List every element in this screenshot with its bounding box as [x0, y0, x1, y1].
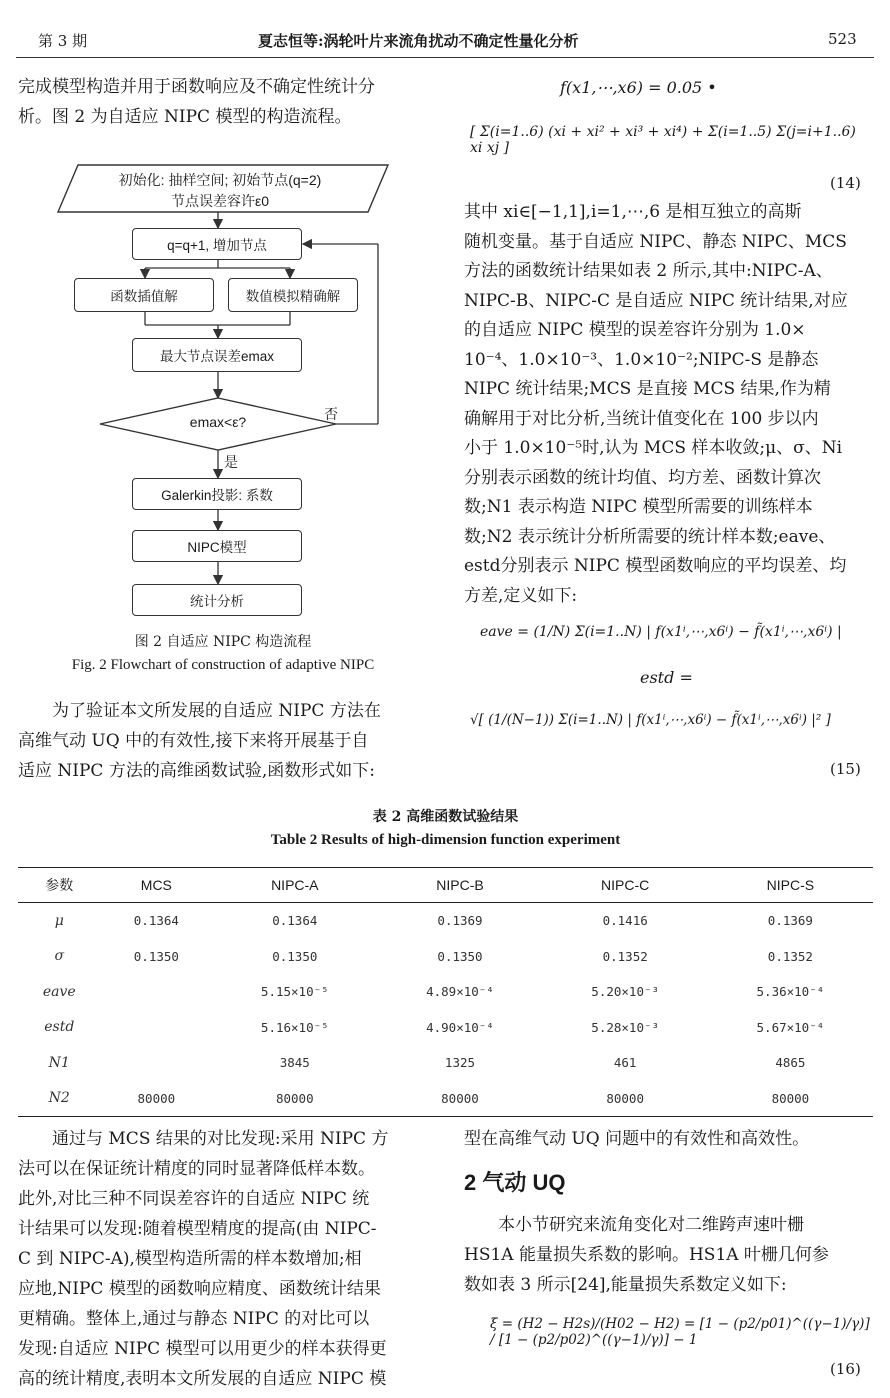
page-number: 523	[828, 30, 857, 48]
table-cell	[101, 974, 213, 1010]
decision-label: emax<ε?	[189, 414, 247, 430]
text-line: 随机变量。基于自适应 NIPC、静态 NIPC、MCS	[464, 231, 847, 252]
text-line: 分别表示函数的统计均值、均方差、函数计算次	[464, 467, 821, 488]
nipc-model-box: NIPC模型	[132, 530, 302, 562]
table-cell: 0.1350	[133, 948, 179, 964]
text-line: C 到 NIPC-A),模型构造所需的样本数增加;相	[18, 1249, 362, 1269]
text-line: 10⁻⁴、1.0×10⁻³、1.0×10⁻²;NIPC-S 是静态	[464, 349, 819, 370]
text-line: 的自适应 NIPC 模型的误差容许分别为 1.0×	[464, 320, 806, 340]
text-line: 计结果可以发现:随着模型精度的提高(由 NIPC-	[18, 1219, 377, 1239]
section-title: 2 气动 UQ	[464, 1170, 566, 1195]
eq16-number: (16)	[830, 1360, 861, 1378]
table-title-cn: 表 2 高维函数试验结果	[372, 809, 519, 825]
eq15-line3: √[ (1/(N−1)) Σ(i=1..N) | f(x1ⁱ,⋯,x6ⁱ) − f̃(x1ⁱ,⋯,x6ⁱ) |² ]	[470, 712, 831, 728]
running-title: 夏志恒等:涡轮叶片来流角扰动不确定性量化分析	[258, 32, 579, 50]
table-cell: 80000	[377, 1081, 542, 1117]
table-cell: 1325	[444, 1055, 476, 1071]
no-label: 否	[324, 406, 338, 422]
table-cell: 80000	[708, 1081, 873, 1117]
galerkin-box: Galerkin投影: 系数	[132, 478, 302, 510]
table-cell: 80000	[101, 1081, 213, 1117]
journal-issue: 第 3 期	[38, 32, 88, 50]
fig-caption-cn: 图 2 自适应 NIPC 构造流程	[134, 634, 312, 650]
table-row	[18, 1010, 873, 1046]
text-line: 小于 1.0×10⁻⁵时,认为 MCS 样本收敛;μ、σ、Ni	[464, 438, 843, 458]
text-line: 析。图 2 为自适应 NIPC 模型的构造流程。	[18, 107, 352, 127]
table-cell: 80000	[543, 1081, 708, 1117]
text-line: 本小节研究来流角变化对二维跨声速叶栅	[498, 1215, 804, 1235]
text-line: 更精确。整体上,通过与静态 NIPC 的对比可以	[18, 1309, 370, 1329]
header-rule	[16, 57, 874, 58]
table-cell: 0.1350	[272, 948, 318, 964]
text-line: 方法的函数统计结果如表 2 所示,其中:NIPC-A、	[464, 261, 833, 281]
text-line: 其中 xi∈[−1,1],i=1,⋯,6 是相互独立的高斯	[464, 202, 802, 222]
eq14-number: (14)	[830, 174, 861, 192]
text-line: 完成模型构造并用于函数响应及不确定性统计分	[18, 77, 375, 97]
table-row	[18, 974, 873, 1010]
table-row	[18, 903, 873, 939]
table-cell	[101, 1010, 213, 1046]
text-line: NIPC 统计结果;MCS 是直接 MCS 结果,作为精	[464, 379, 831, 399]
yes-label: 是	[224, 454, 238, 470]
eq15-number: (15)	[830, 760, 861, 778]
table-row	[18, 939, 873, 975]
col-header: NIPC-S	[708, 868, 873, 903]
results-table	[18, 867, 873, 1117]
col-header: NIPC-A	[212, 868, 377, 903]
fig-caption-en: Fig. 2 Flowchart of construction of adaptive NIPC	[71, 657, 375, 673]
right-para	[464, 198, 874, 611]
text-line: 发现:自适应 NIPC 模型可以用更少的样本获得更	[18, 1339, 387, 1359]
param-cell: N1	[48, 1054, 70, 1071]
table-cell: 80000	[212, 1081, 377, 1117]
table-cell: 0.1416	[602, 913, 648, 929]
table-title-en: Table 2 Results of high-dimension function experiment	[270, 832, 621, 848]
text-line: 数如表 3 所示[24],能量损失系数定义如下:	[464, 1275, 787, 1295]
max-err-box: 最大节点误差emax	[132, 338, 302, 372]
param-cell: eave	[42, 983, 76, 1000]
flowchart	[48, 160, 408, 620]
text-line: 数;N1 表示构造 NIPC 模型所需要的训练样本	[464, 497, 813, 517]
table-cell	[101, 1045, 213, 1081]
table-row	[18, 1081, 873, 1117]
table-cell: 461	[613, 1055, 637, 1071]
table-cell: 0.1352	[602, 948, 648, 964]
text-line: estd分别表示 NIPC 模型函数响应的平均误差、均	[464, 556, 847, 576]
interp-box: 函数插值解	[74, 278, 214, 312]
bottom-right-line	[464, 1124, 874, 1154]
table-cell: 0.1364	[272, 913, 318, 929]
table-cell: 0.1350	[437, 948, 483, 964]
col-header: NIPC-B	[377, 868, 542, 903]
text-line: 数;N2 表示统计分析所需要的统计样本数;eave、	[464, 526, 836, 547]
left-intro	[18, 72, 428, 132]
text-line: 此外,对比三种不同误差容许的自适应 NIPC 统	[18, 1189, 370, 1209]
init-label-1: 初始化: 抽样空间; 初始节点(q=2)	[118, 172, 322, 188]
text-line: 型在高维气动 UQ 问题中的有效性和高效性。	[464, 1129, 810, 1149]
col-header: NIPC-C	[543, 868, 708, 903]
table-row	[18, 1045, 873, 1081]
left-para-2	[18, 696, 428, 786]
table-cell: 4.89×10⁻⁴	[426, 984, 494, 1000]
bottom-left-para	[18, 1124, 428, 1394]
table-cell: 0.1352	[767, 948, 813, 964]
init-label-2: 节点误差容许ε0	[170, 193, 270, 209]
param-cell: μ	[54, 912, 64, 929]
text-line: 高的统计精度,表明本文所发展的自适应 NIPC 模	[18, 1369, 387, 1389]
text-line: HS1A 能量损失系数的影响。HS1A 叶栅几何参	[464, 1245, 829, 1265]
text-line: 确解用于对比分析,当统计值变化在 100 步以内	[464, 408, 819, 429]
table-cell: 3845	[279, 1055, 310, 1071]
param-cell: estd	[44, 1019, 75, 1036]
stats-box: 统计分析	[132, 584, 302, 616]
table-cell: 5.16×10⁻⁵	[260, 1019, 329, 1035]
table-cell: 0.1369	[437, 913, 483, 929]
text-line: 适应 NIPC 方法的高维函数试验,函数形式如下:	[18, 761, 375, 781]
eq16: ξ = (H2 − H2s)/(H02 − H2) = [1 − (p2/p01)^((γ−1)/γ)] / [1 − (p2/p02)^((γ−1)/γ)] − 1	[490, 1316, 870, 1348]
param-cell: σ	[54, 948, 65, 965]
col-header: MCS	[101, 868, 213, 903]
table-cell: 5.36×10⁻⁴	[756, 984, 825, 1000]
table-cell: 5.20×10⁻³	[591, 984, 660, 1000]
table-cell: 5.67×10⁻⁴	[756, 1019, 825, 1035]
table-header-row	[18, 868, 873, 903]
col-header: 参数	[18, 868, 101, 903]
text-line: 高维气动 UQ 中的有效性,接下来将开展基于自	[18, 731, 369, 751]
eq15-line2: estd =	[640, 668, 693, 687]
eq15-line1: eave = (1/N) Σ(i=1..N) | f(x1ⁱ,⋯,x6ⁱ) − f̃(x1ⁱ,⋯,x6ⁱ) |	[480, 624, 842, 640]
table-cell: 0.1369	[767, 913, 813, 929]
text-line: 应地,NIPC 模型的函数响应精度、函数统计结果	[18, 1279, 381, 1299]
text-line: 通过与 MCS 结果的对比发现:采用 NIPC 方	[52, 1129, 389, 1149]
add-node-box: q=q+1, 增加节点	[132, 228, 302, 260]
param-cell: N2	[18, 1081, 101, 1117]
section-para	[464, 1210, 874, 1300]
eq14-line1: f(x1,⋯,x6) = 0.05 •	[560, 78, 717, 97]
eq14-line2: [ Σ(i=1..6) (xi + xi² + xi³ + xi⁴) + Σ(i=1..5) Σ(j=i+1..6) xi xj ]	[470, 124, 856, 156]
table-cell: 5.28×10⁻³	[591, 1019, 660, 1035]
text-line: 方差,定义如下:	[464, 585, 578, 606]
text-line: 为了验证本文所发展的自适应 NIPC 方法在	[52, 701, 381, 721]
table-cell: 4.90×10⁻⁴	[426, 1019, 494, 1035]
table-cell: 0.1364	[133, 913, 179, 929]
table-cell: 5.15×10⁻⁵	[260, 984, 329, 1000]
text-line: 法可以在保证统计精度的同时显著降低样本数。	[18, 1159, 375, 1179]
exact-box: 数值模拟精确解	[228, 278, 358, 312]
table-cell: 4865	[775, 1055, 806, 1071]
text-line: NIPC-B、NIPC-C 是自适应 NIPC 统计结果,对应	[464, 290, 848, 311]
